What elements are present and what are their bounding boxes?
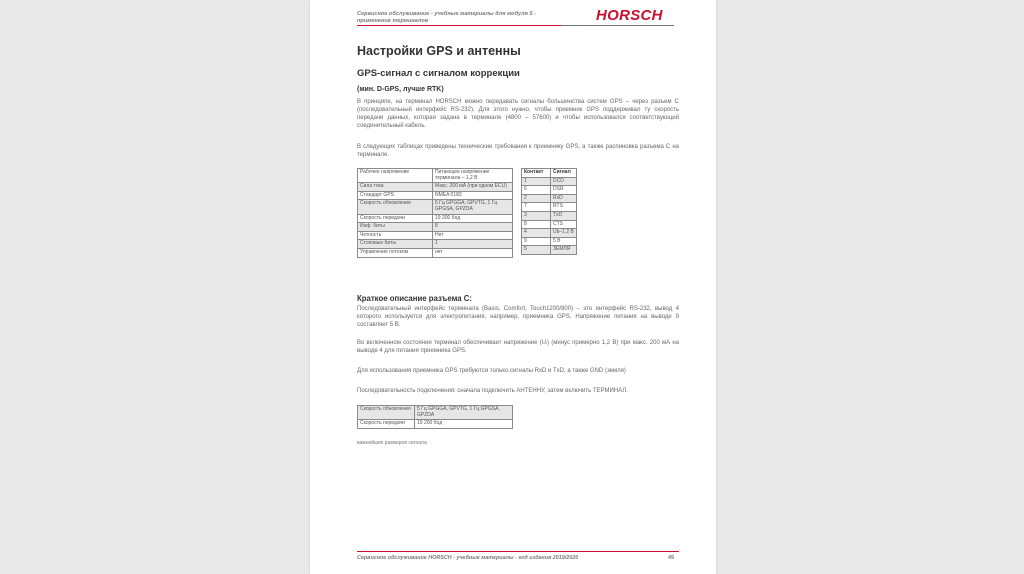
requirements-row (358, 200, 513, 214)
pinout-row (522, 220, 577, 229)
update-rate-row-label: Скорость обновления (358, 406, 415, 420)
requirements-row-label: Управление потоком (358, 248, 433, 257)
gps-requirements-table (357, 168, 513, 258)
requirements-row (358, 169, 513, 183)
pinout-row-pin: 6 (522, 186, 551, 195)
pinout-row-signal: 5 В (551, 237, 577, 246)
requirements-row-label: Сила тока (358, 183, 433, 192)
requirements-row-value: Питающее напряжение терминала – 1,2 В (433, 169, 513, 183)
requirements-row (358, 214, 513, 223)
requirements-row-value: Нет (433, 231, 513, 240)
requirements-row (358, 248, 513, 257)
pinout-row-pin: 5 (522, 246, 551, 255)
tables-intro-paragraph: В следующих таблицах приведены технические требования к приемнику GPS, а также распиновка разъема С на терминале. (357, 144, 679, 158)
pinout-row-pin: 1 (522, 177, 551, 186)
pinout-row-pin: 2 (522, 194, 551, 203)
requirements-row (358, 231, 513, 240)
section-title-connector: Краткое описание разъема С: (357, 294, 472, 303)
pinout-row-signal: CTS (551, 220, 577, 229)
update-rate-table (357, 405, 513, 429)
running-header (357, 11, 557, 25)
requirements-row-label: Стоповые биты (358, 240, 433, 249)
page-title: Настройки GPS и антенны (357, 44, 521, 58)
requirements-row (358, 183, 513, 192)
requirements-row (358, 223, 513, 232)
signals-paragraph: Для использования приемника GPS требуются только сигналы RxD и TxD, а также GND (земля) (357, 368, 626, 374)
pinout-row (522, 246, 577, 255)
pinout-row (522, 203, 577, 212)
update-rate-row (358, 406, 513, 420)
voltage-paragraph: Во включенном состоянии терминал обеспечивает напряжение (Uₗ) (минус примерно 1,2 В) при макс. 200 мА на выводе 4 для питания приемника GPS. (357, 340, 679, 354)
requirements-row-value: NMEA 0183 (433, 191, 513, 200)
pinout-row-signal: RxD (551, 194, 577, 203)
requirements-row-label: Инф. биты (358, 223, 433, 232)
pinout-row-pin: 4 (522, 229, 551, 238)
pinout-row-pin: 8 (522, 220, 551, 229)
requirements-row (358, 191, 513, 200)
pinout-row-signal: DCD (551, 177, 577, 186)
pinout-row (522, 211, 577, 220)
pinout-row (522, 237, 577, 246)
pinout-row-signal: ЗЕМЛЯ (551, 246, 577, 255)
pinout-row-signal: Ub–1,2 В (551, 229, 577, 238)
requirements-row-value: 19 200 бод (433, 214, 513, 223)
requirements-row-value: 8 (433, 223, 513, 232)
pinout-row (522, 177, 577, 186)
footer-rule (357, 551, 679, 552)
requirement-note: (мин. D-GPS, лучше RTK) (357, 86, 444, 93)
requirements-row-value: Макс. 200 мА (при одном ECU) (433, 183, 513, 192)
header-rule-red (357, 25, 561, 26)
pinout-row (522, 229, 577, 238)
pinout-row-signal: TxD (551, 211, 577, 220)
requirements-row (358, 240, 513, 249)
pinout-row-pin: 9 (522, 237, 551, 246)
update-rate-row-label: Скорость передачи (358, 420, 415, 429)
page-subtitle: GPS-сигнал с сигналом коррекции (357, 68, 520, 79)
requirements-row-label: Четность (358, 231, 433, 240)
update-rate-row (358, 420, 513, 429)
requirements-row-value: 1 (433, 240, 513, 249)
pinout-row (522, 186, 577, 195)
pinout-row-signal: DSR (551, 186, 577, 195)
horsch-logo: HORSCH (596, 7, 663, 24)
requirements-row-label: Скорость передачи (358, 214, 433, 223)
header-line-2: применение терминалов (357, 18, 429, 24)
pinout-row-pin: 3 (522, 211, 551, 220)
header-line-1: Сервисное обслуживание - учебные материалы для модуля 5 - (357, 11, 537, 17)
requirements-row-label: Рабочее напряжение (358, 169, 433, 183)
page-number: 49 (668, 555, 674, 561)
intro-paragraph: В принципе, на терминал HORSCH можно передавать сигналы большинства систем GPS – через разъем С (последовательный интерфейс RS-232). Для этого нужно, чтобы приемник GPS поддерживал ту скорость передачи данных, которая задана в терминале (4800 – 57600) и чтобы использовался соответствующий соединительный кабель. (357, 99, 679, 129)
table-note: важнейших размеров сигнала (357, 440, 427, 446)
connector-paragraph: Последовательный интерфейс терминала (Basis, Comfort, Touch1200/800) – это интерфейс RS-232, вывод 4 которого используется для электропитания, например, приемника GPS. Напряжение питания на выводе 9 составляет 5 В. (357, 306, 679, 328)
requirements-row-label: Скорость обновления (358, 200, 433, 214)
page-footer: Сервисное обслуживание HORSCH - учебные материалы - год издания 2019/2020 (357, 555, 579, 561)
pinout-row (522, 194, 577, 203)
pinout-header-pin: Контакт (522, 169, 551, 178)
pinout-row-pin: 7 (522, 203, 551, 212)
pinout-table (521, 168, 577, 255)
requirements-row-value: нет (433, 248, 513, 257)
header-rule-gray (561, 25, 674, 26)
pinout-row-signal: RTS (551, 203, 577, 212)
requirements-row-value: 5 Гц GPGGA, GPVTG, 1 Гц GPGSA, GPZDA (433, 200, 513, 214)
connection-order-paragraph: Последовательность подключения: сначала подключить АНТЕННУ, затем включить ТЕРМИНАЛ. (357, 388, 628, 394)
requirements-row-label: Стандарт GPS (358, 191, 433, 200)
document-page (310, 0, 716, 574)
update-rate-row-value: 5 Гц GPGGA, GPVTG, 1 Гц GPGSA, GPZDA (415, 406, 513, 420)
pinout-header-signal: Сигнал (551, 169, 577, 178)
update-rate-row-value: 19 200 бод (415, 420, 513, 429)
